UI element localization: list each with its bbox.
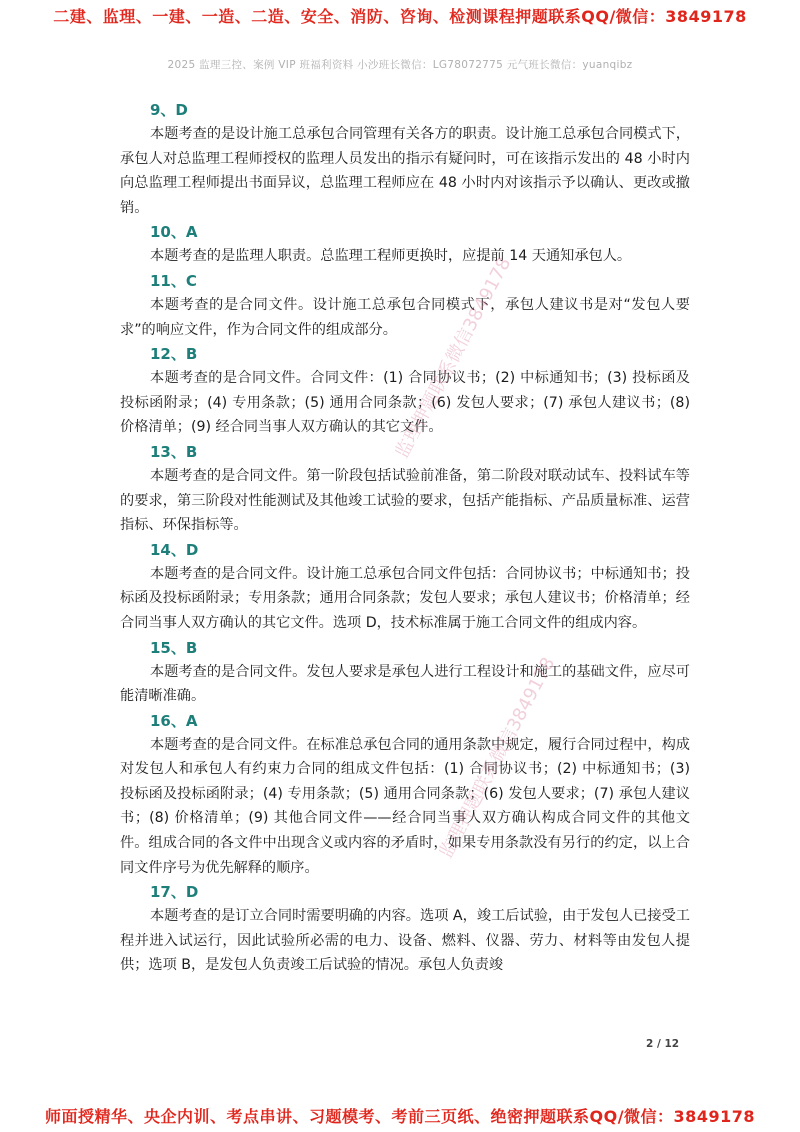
answer-label: 9、D: [150, 101, 188, 119]
explanation-text: 本题考查的是合同文件。设计施工总承包合同文件包括：合同协议书；中标通知书；投标函及投标函附录；专用条款；通用合同条款；发包人要求；承包人建议书；价格清单；经合同当事人双方确认的其它文件。选项 D，技术标准属于施工合同文件的组成内容。: [120, 565, 690, 631]
question-item: [120, 98, 690, 220]
question-item: [120, 220, 690, 269]
answer-label: 12、B: [150, 345, 198, 364]
question-item: [120, 709, 690, 881]
answer-label: 15、B: [150, 638, 198, 657]
top-banner: 二建、监理、一建、一造、二造、安全、消防、咨询、检测课程押题联系QQ/微信：3849178: [53, 7, 747, 26]
explanation-text: 本题考查的是订立合同时需要明确的内容。选项 A，竣工后试验，由于发包人已接受工程并进入试运行，因此试验所必需的电力、设备、燃料、仪器、劳力、材料等由发包人提供；选项 B，是发包人负责竣工后试验的情况。承包人负责竣: [120, 908, 690, 974]
explanation-text: 本题考查的是合同文件。在标准总承包合同的通用条款中规定，履行合同过程中，构成对发包人和承包人有约束力合同的组成文件包括：(1) 合同协议书；(2) 中标通知书；(3) 投标函及投标函附录；(4) 专用条款；(5) 通用合同条款；(6) 发包人要求；(7) 承包人建议书；(8) 价格清单；(9) 其他合同文件——经合同当事人双方确认构成合同文件的其他文件。组成合同的各文件中出现含义或内容的矛盾时，如果专用条款没有另行的约定，以上合同文件序号为优先解释的顺序。: [120, 736, 690, 876]
sub-header: 2025 监理三控、案例 VIP 班福利资料 小沙班长微信：LG78072775 元气班长微信：yuanqibz: [167, 59, 633, 71]
explanation-text: 本题考查的是设计施工总承包合同管理有关各方的职责。设计施工总承包合同模式下，承包人对总监理工程师授权的监理人员发出的指示有疑问时，可在该指示发出的 48 小时内向总监理工程师提出书面异议，总监理工程师应在 48 小时内对该指示予以确认、更改或撤销。: [120, 126, 690, 216]
answer-label: 11、C: [150, 271, 197, 290]
page-number: 2 / 12: [646, 1038, 680, 1050]
answer-label: 16、A: [150, 711, 198, 730]
watermark: 监理押题联系微信3849178: [435, 653, 560, 862]
explanation-text: 本题考查的是合同文件。合同文件：(1) 合同协议书；(2) 中标通知书；(3) 投标函及投标函附录；(4) 专用条款；(5) 通用合同条款；(6) 发包人要求；(7) 承包人建议书；(8) 价格清单；(9) 经合同当事人双方确认的其它文件。: [120, 370, 690, 436]
explanation-text: 本题考查的是合同文件。发包人要求是承包人进行工程设计和施工的基础文件，应尽可能清晰准确。: [120, 663, 690, 705]
watermark: 监理押题联系微信3849178: [391, 253, 516, 462]
bottom-banner: 师面授精华、央企内训、考点串讲、习题模考、考前三页纸、绝密押题联系QQ/微信：3849178: [45, 1107, 755, 1126]
answer-label: 13、B: [150, 442, 198, 461]
answer-label: 10、A: [150, 223, 198, 242]
question-item: [120, 538, 690, 636]
document-body: [120, 98, 690, 978]
question-item: [120, 440, 690, 538]
question-item: [120, 342, 690, 440]
explanation-text: 本题考查的是监理人职责。总监理工程师更换时，应提前 14 天通知承包人。: [150, 248, 632, 265]
question-item: [120, 269, 690, 342]
question-item: [120, 636, 690, 709]
answer-label: 14、D: [150, 540, 199, 559]
explanation-text: 本题考查的是合同文件。第一阶段包括试验前准备，第二阶段对联动试车、投料试车等的要求，第三阶段对性能测试及其他竣工试验的要求，包括产能指标、产品质量标准、运营指标、环保指标等。: [120, 467, 690, 534]
explanation-text: 本题考查的是合同文件。设计施工总承包合同模式下，承包人建议书是对“发包人要求”的响应文件，作为合同文件的组成部分。: [120, 296, 690, 338]
question-item: [120, 880, 690, 978]
answer-label: 17、D: [150, 883, 199, 902]
